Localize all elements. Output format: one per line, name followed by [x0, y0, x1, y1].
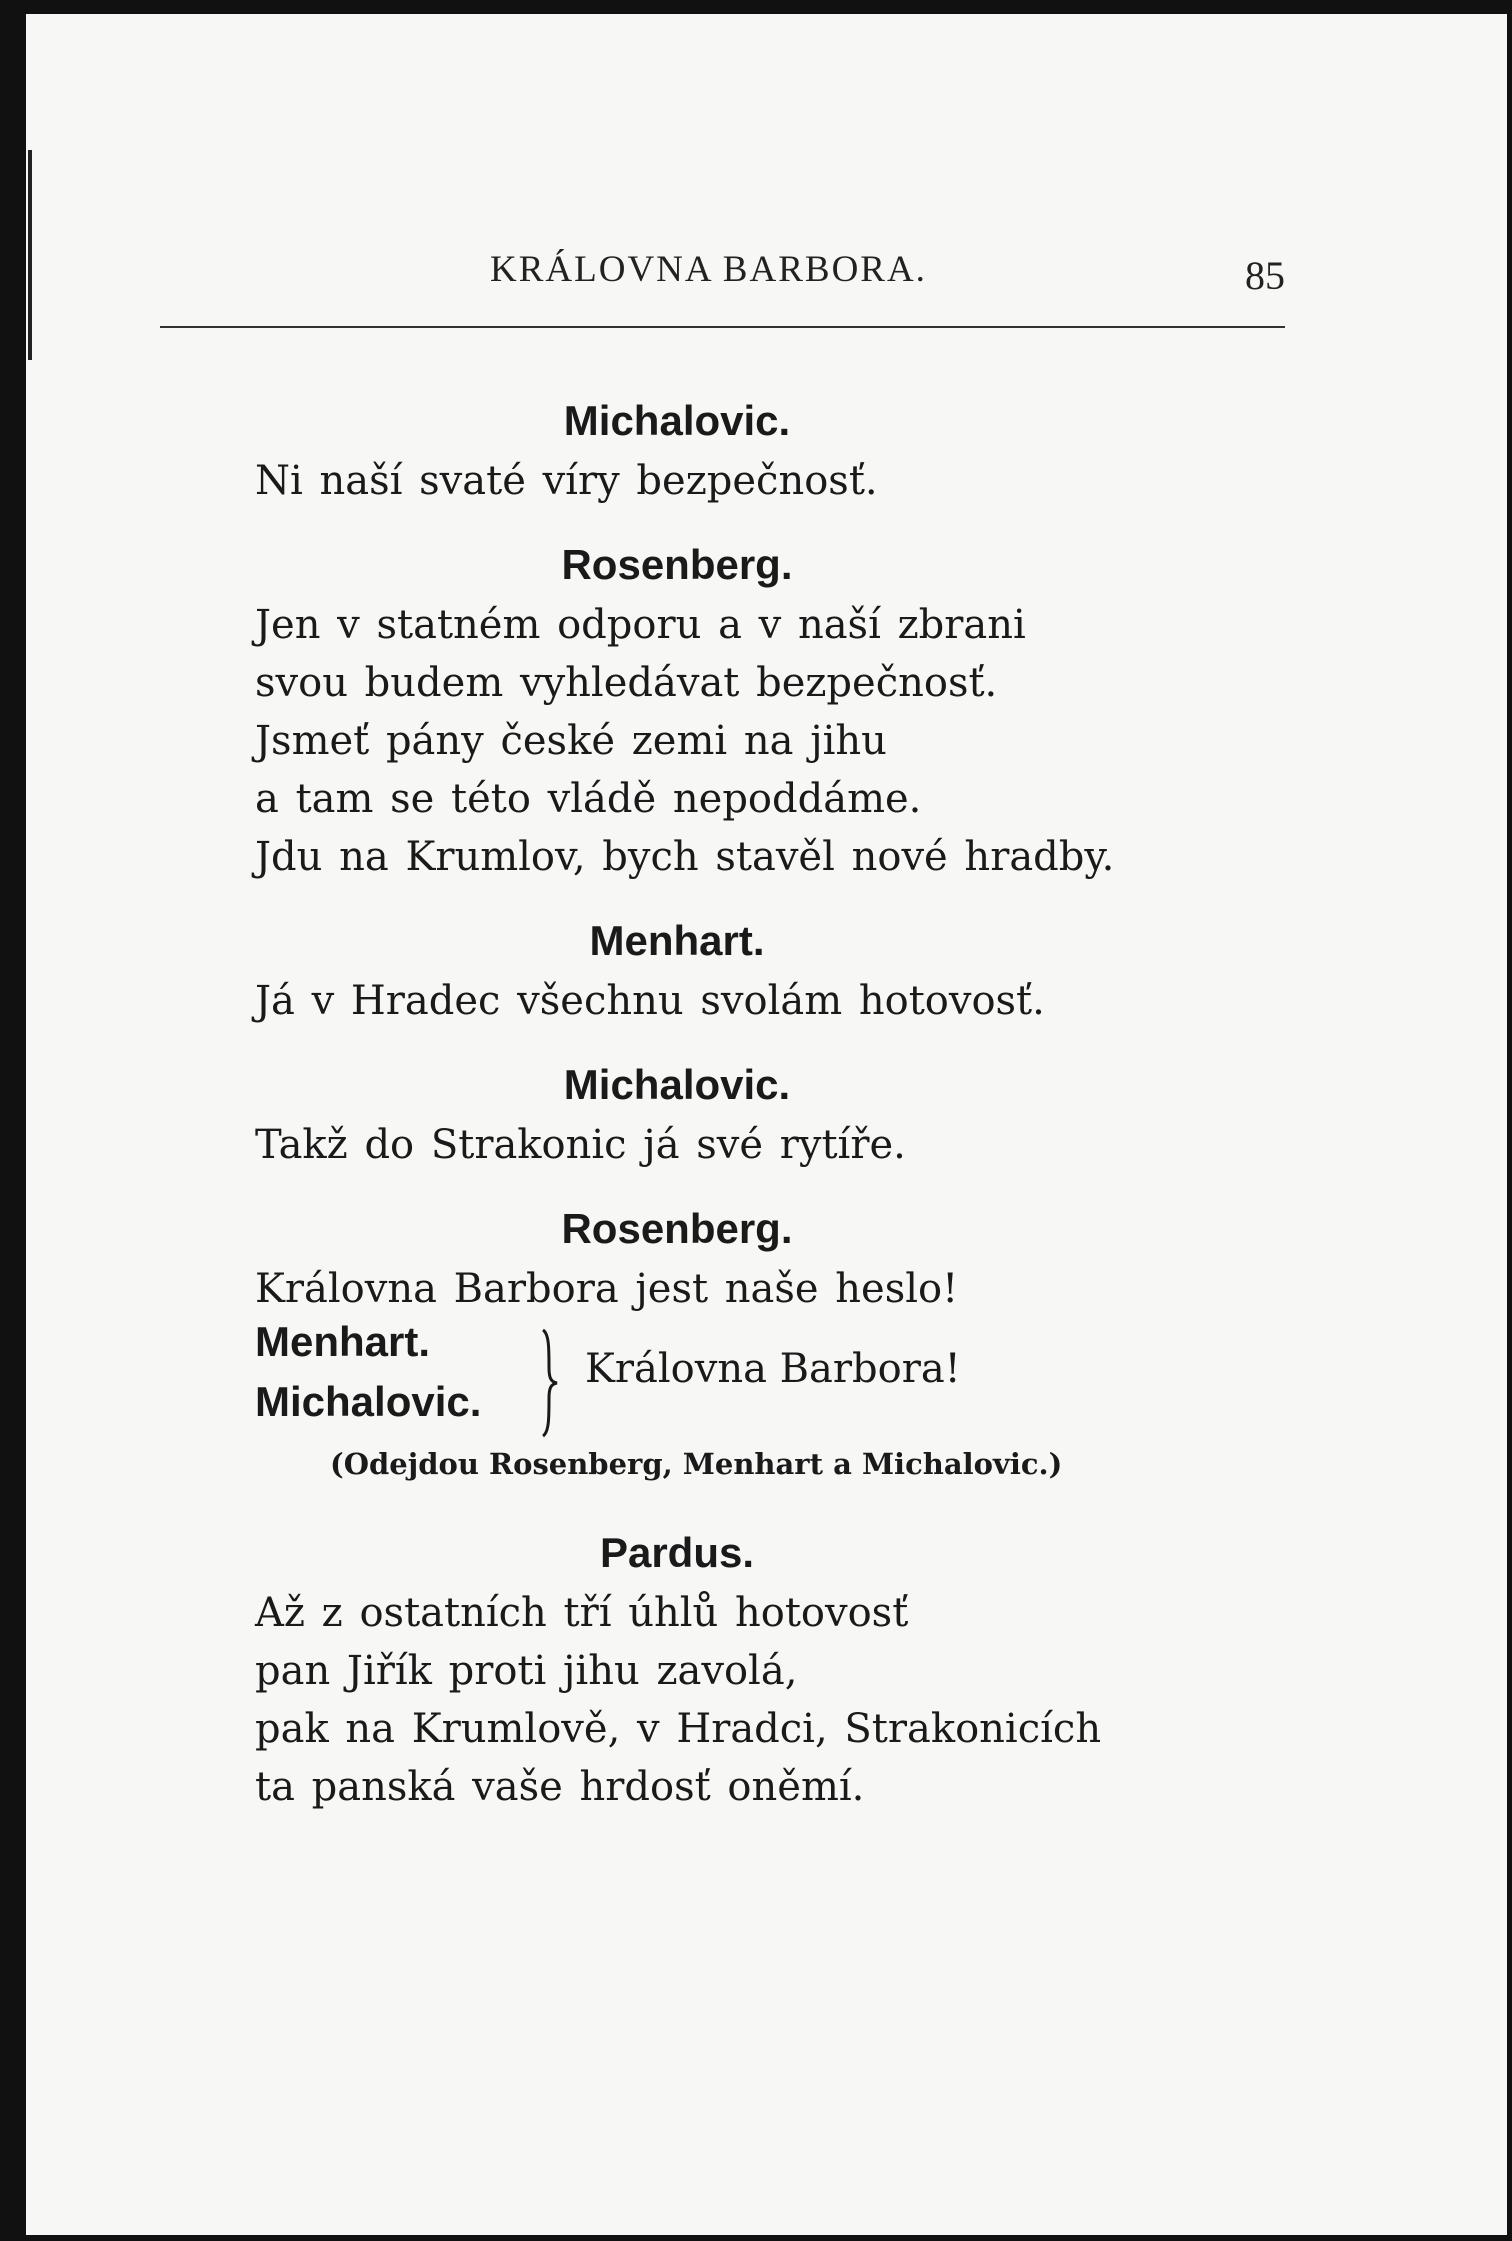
verse-line: Takž do Strakonic já své rytíře.: [255, 1122, 906, 1168]
binding-edge: [28, 150, 32, 360]
brace-icon: [535, 1328, 565, 1438]
scan-border-right: [1507, 0, 1512, 2241]
joint-verse-line: Královna Barbora!: [585, 1346, 961, 1392]
joint-speaker-2: Michalovic.: [255, 1378, 482, 1425]
play-text: [255, 390, 1255, 1816]
speaker-name: Menhart.: [589, 917, 765, 964]
verse-line: Až z ostatních tří úhlů hotovosť: [255, 1590, 909, 1636]
verse-line: pak na Krumlově, v Hradci, Strakonicích: [255, 1706, 1102, 1752]
verse-line: svou budem vyhledávat bezpečnosť.: [255, 660, 998, 706]
verse-line: Jen v statném odporu a v naší zbrani: [255, 602, 1026, 648]
scan-border-top: [0, 0, 1512, 14]
speaker-name: Michalovic.: [563, 1061, 791, 1108]
header-rule: [160, 326, 1285, 328]
speaker-name: Rosenberg.: [561, 1205, 793, 1252]
scan-border-bottom: [0, 2235, 1512, 2241]
verse-line: Ni naší svaté víry bezpečnosť.: [255, 458, 878, 504]
running-header: [160, 248, 1285, 332]
joint-speaker-1: Menhart.: [255, 1318, 431, 1365]
verse-line: Jsmeť pány české zemi na jihu: [255, 718, 887, 764]
running-title: KRÁLOVNA BARBORA.: [490, 249, 927, 290]
verse-line: pan Jiřík proti jihu zavolá,: [255, 1648, 798, 1694]
verse-line: Já v Hradec všechnu svolám hotovosť.: [255, 978, 1045, 1024]
stage-direction: (Odejdou Rosenberg, Menhart a Michalovic.): [330, 1447, 1063, 1481]
page-number: 85: [1245, 253, 1285, 298]
speaker-name: Pardus.: [599, 1529, 755, 1576]
speaker-name: Michalovic.: [563, 397, 791, 444]
verse-line: Jdu na Krumlov, bych stavěl nové hradby.: [255, 834, 1115, 880]
verse-line: Královna Barbora jest naše heslo!: [255, 1266, 959, 1312]
scan-border-left: [0, 0, 26, 2241]
verse-line: ta panská vaše hrdosť oněmí.: [255, 1764, 865, 1810]
speaker-name: Rosenberg.: [561, 541, 793, 588]
joint-speech: [255, 1318, 1255, 1440]
verse-line: a tam se této vládě nepoddáme.: [255, 776, 922, 822]
